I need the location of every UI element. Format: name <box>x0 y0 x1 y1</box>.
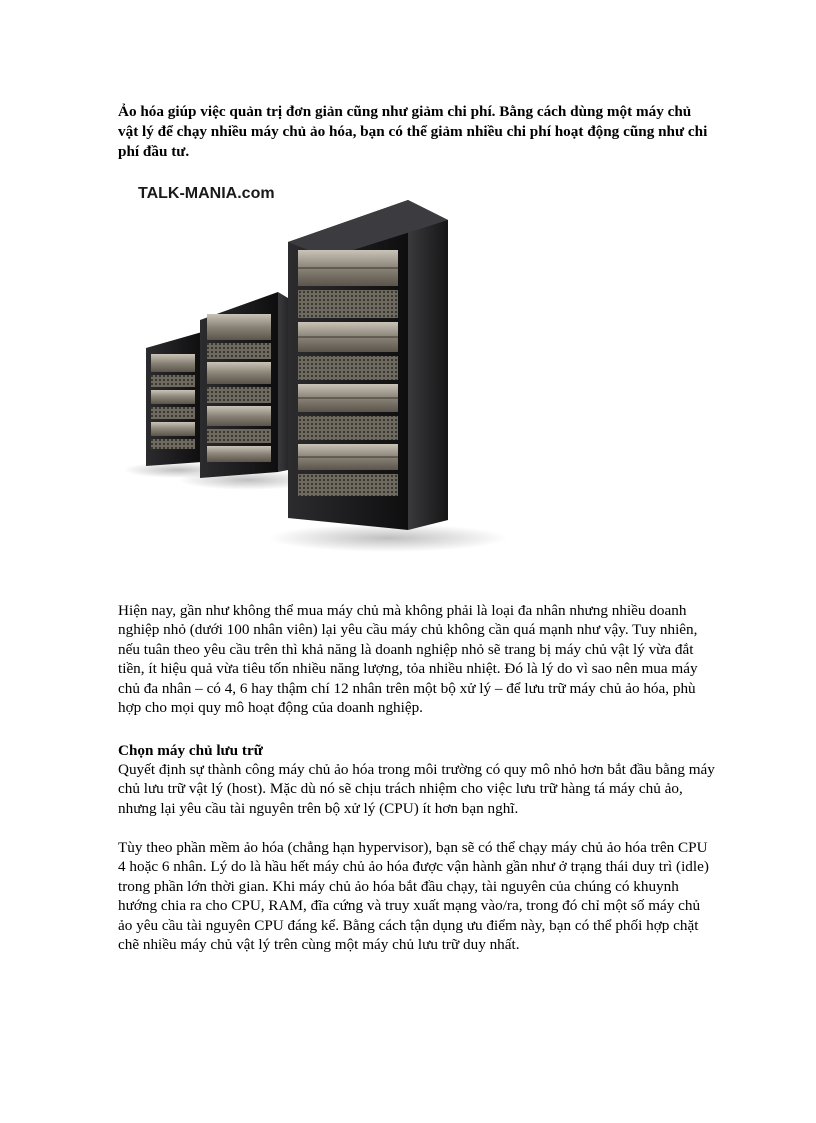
server-figure <box>118 170 533 588</box>
intro-paragraph: Ảo hóa giúp việc quản trị đơn giản cũng như giảm chi phí. Bằng cách dùng một máy chủ vật lý để chạy nhiều máy chủ ảo hóa, bạn có thể giảm nhiều chi phí hoạt động cũng như chi phí đầu tư. <box>118 103 708 160</box>
section-heading: Chọn máy chủ lưu trữ <box>118 742 263 759</box>
paragraph-multicore-servers: Hiện nay, gần như không thể mua máy chủ mà không phải là loại đa nhân nhưng nhiều doanh nghiệp nhỏ (dưới 100 nhân viên) lại yêu cầu máy chủ không cần quá mạnh như vậy. Tuy nhiên, nếu tuân theo yêu cầu trên thì khả năng là doanh nghiệp nhỏ sẽ trang bị máy chủ vật lý vừa đắt tiền, ít hiệu quả vừa tiêu tốn nhiều năng lượng, tỏa nhiều nhiệt. Đó là lý do vì sao nên mua máy chủ đa nhân – có 4, 6 hay thậm chí 12 nhân trên một bộ xử lý – để lưu trữ máy chủ ảo hóa, phù hợp cho mọi quy mô hoạt động của doanh nghiệp. <box>118 602 698 717</box>
paragraph-host-server: Quyết định sự thành công máy chủ ảo hóa trong môi trường có quy mô nhỏ hơn bắt đầu bằng máy chủ lưu trữ vật lý (host). Mặc dù nó sẽ chịu trách nhiệm cho việc lưu trữ hàng tá máy chủ ảo, nhưng lại yêu cầu tài nguyên trên bộ xử lý (CPU) ít hơn bạn nghĩ. <box>118 761 715 817</box>
server-racks-image <box>118 170 533 588</box>
paragraph-hypervisor: Tùy theo phần mềm ảo hóa (chẳng hạn hypervisor), bạn sẽ có thể chạy máy chủ ảo hóa trên CPU 4 hoặc 6 nhân. Lý do là hầu hết máy chủ ảo hóa được vận hành gần như ở trạng thái duy trì (idle) trong phần lớn thời gian. Khi máy chủ ảo hóa bắt đầu chạy, tài nguyên của chúng có khuynh hướng chia ra cho CPU, RAM, đĩa cứng và truy xuất mạng vào/ra, trong đó chỉ một số máy chủ ảo yêu cầu tài nguyên CPU đáng kể. Bằng cách tận dụng ưu điểm này, bạn có thể phối hợp chặt chẽ nhiều máy chủ vật lý trên cùng một máy chủ lưu trữ duy nhất. <box>118 839 709 954</box>
watermark-text: TALK-MANIA.com <box>138 185 275 202</box>
server-rack-large <box>268 200 508 552</box>
